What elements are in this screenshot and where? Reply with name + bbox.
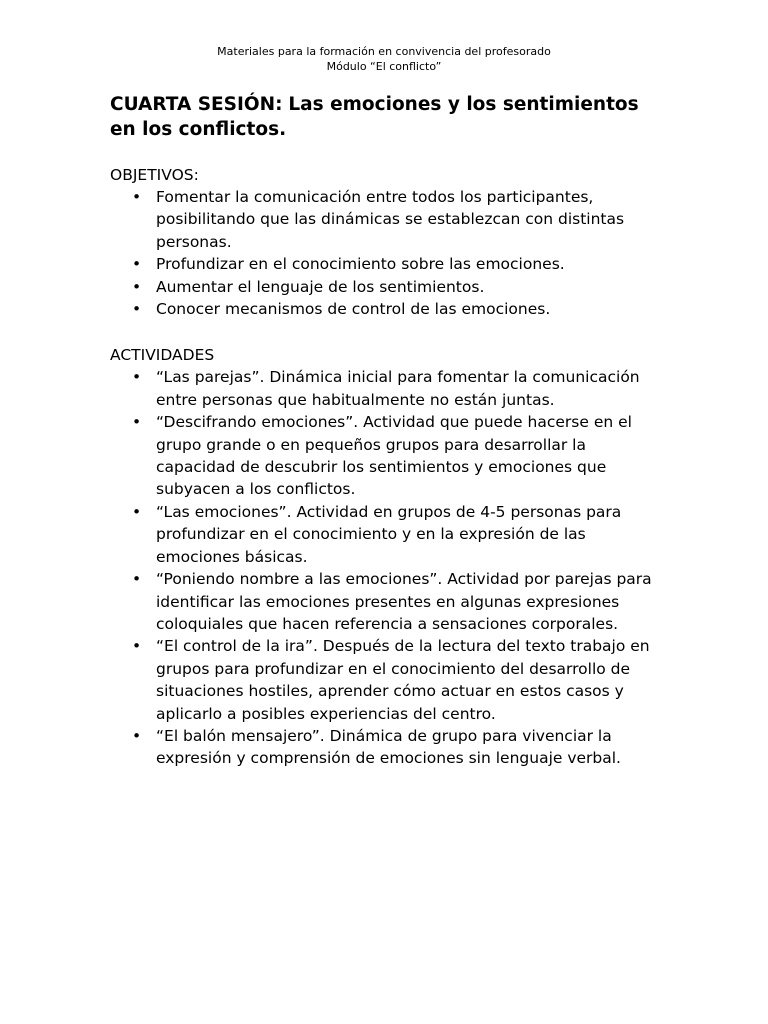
list-item-text: Fomentar la comunicación entre todos los participantes, posibilitando que las dinámicas se establezcan con distintas personas.	[156, 188, 625, 251]
objetivos-heading: OBJETIVOS:	[110, 166, 199, 184]
bullet-icon: •	[132, 277, 142, 296]
list-item	[110, 635, 670, 725]
list-item-text: “El control de la ira”. Después de la lectura del texto trabajo en grupos para profundizar en el conocimiento del desarrollo de situaciones hostiles, aprender cómo actuar en estos casos y aplicarlo a posibles experiencias del centro.	[156, 637, 650, 723]
session-title	[110, 92, 670, 142]
actividades-list	[110, 366, 670, 769]
actividades-heading: ACTIVIDADES	[110, 346, 215, 365]
list-item	[110, 366, 670, 411]
list-item	[110, 276, 670, 298]
document-body	[110, 92, 670, 770]
list-item	[110, 253, 670, 275]
bullet-icon: •	[132, 368, 142, 387]
objetivos-section	[110, 164, 670, 320]
list-item-text: “Las parejas”. Dinámica inicial para fomentar la comunicación entre personas que habitualmente no están juntas.	[156, 368, 640, 409]
list-item	[110, 725, 670, 770]
bullet-icon: •	[132, 255, 142, 274]
bullet-icon: •	[132, 300, 142, 319]
list-item-text: Conocer mecanismos de control de las emociones.	[156, 300, 551, 319]
actividades-section	[110, 344, 670, 769]
header-line-2: Módulo “El conflicto”	[326, 60, 442, 73]
bullet-icon: •	[132, 188, 142, 206]
session-title-text: Las emociones y los sentimientos en los conflictos.	[110, 94, 639, 140]
list-item	[110, 186, 670, 253]
page-header	[0, 44, 768, 74]
session-label: CUARTA SESIÓN:	[110, 94, 283, 115]
header-line-1: Materiales para la formación en convivencia del profesorado	[217, 45, 551, 58]
list-item	[110, 298, 670, 320]
bullet-icon: •	[132, 726, 142, 745]
bullet-icon: •	[132, 413, 142, 432]
list-item	[110, 411, 670, 501]
bullet-icon: •	[132, 570, 142, 589]
list-item-text: “Poniendo nombre a las emociones”. Actividad por parejas para identificar las emociones presentes en algunas expresiones coloquiales que hacen referencia a sensaciones corporales.	[156, 570, 652, 633]
list-item-text: “Descifrando emociones”. Actividad que puede hacerse en el grupo grande o en pequeños grupos para desarrollar la capacidad de descubrir los sentimientos y emociones que subyacen a los conflictos.	[156, 413, 632, 499]
objetivos-list	[110, 186, 670, 320]
list-item	[110, 501, 670, 568]
bullet-icon: •	[132, 502, 142, 521]
list-item-text: “Las emociones”. Actividad en grupos de 4-5 personas para profundizar en el conocimiento y en la expresión de las emociones básicas.	[156, 502, 622, 566]
list-item	[110, 568, 670, 635]
list-item-text: Aumentar el lenguaje de los sentimientos.	[156, 277, 485, 296]
bullet-icon: •	[132, 637, 142, 656]
list-item-text: Profundizar en el conocimiento sobre las emociones.	[156, 255, 565, 274]
list-item-text: “El balón mensajero”. Dinámica de grupo para vivenciar la expresión y comprensión de emociones sin lenguaje verbal.	[156, 726, 621, 768]
